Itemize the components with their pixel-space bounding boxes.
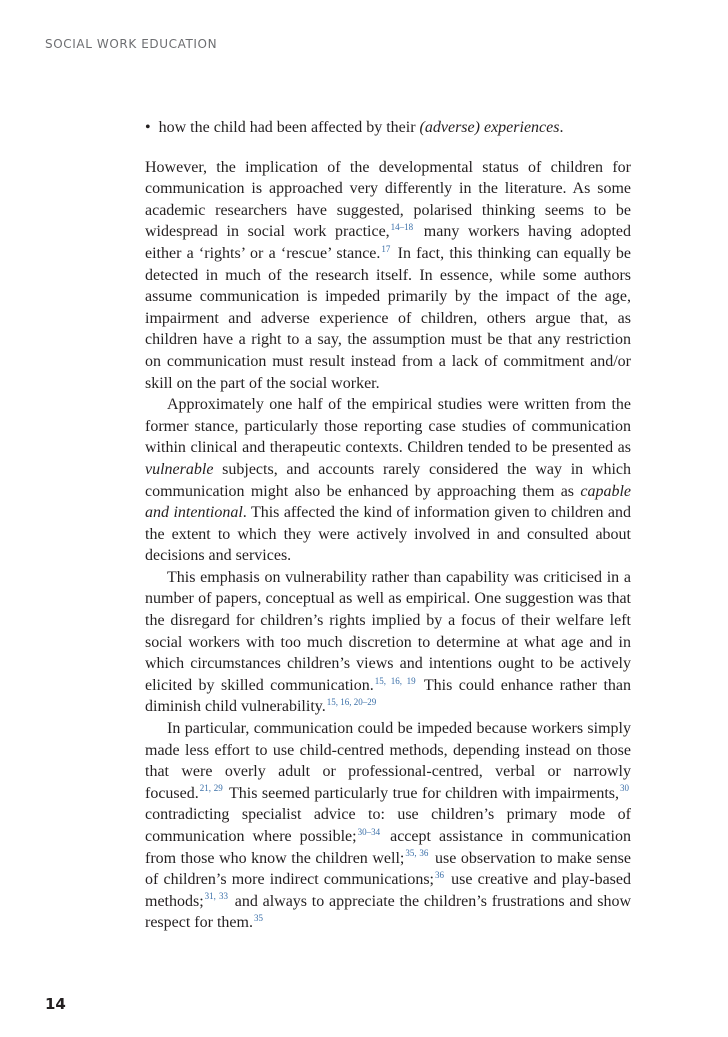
paragraph-1 bbox=[145, 157, 631, 395]
bullet-item bbox=[145, 117, 631, 139]
citation-ref[interactable]: 35, 36 bbox=[405, 848, 429, 859]
paragraph-4-text-6: use creative and play-based methods; bbox=[145, 871, 631, 910]
citation-ref[interactable]: 15, 16, 19 bbox=[374, 675, 416, 686]
citation-ref[interactable]: 15, 16, 20–29 bbox=[326, 697, 377, 708]
paragraph-2-text-2: subjects, and accounts rarely considered the way in which communication might also be enhanced by approaching them as bbox=[145, 460, 631, 500]
citation-ref[interactable]: 31, 33 bbox=[204, 891, 228, 902]
citation-ref[interactable]: 14–18 bbox=[390, 222, 414, 233]
citation-ref[interactable]: 21, 29 bbox=[199, 783, 223, 794]
paragraph-2-italic-2: capable and intentional bbox=[145, 482, 631, 522]
paragraph-1-text-1: However, the implication of the developmental status of children for communication is approached very differently in the literature. As some academic researchers have suggested, polarised thinking seems to be widespread in social work practice, bbox=[145, 158, 631, 241]
citation-ref[interactable]: 30 bbox=[620, 783, 629, 794]
paragraph-4-text-2: This seemed particularly true for children with impairments, bbox=[224, 784, 619, 802]
paragraph-3-text-2: This could enhance rather than diminish child vulnerability. bbox=[145, 676, 632, 716]
paragraph-4-text-4: accept assistance in communication from those who know the children well; bbox=[145, 828, 631, 867]
paragraph-2-italic-1: vulnerable bbox=[145, 460, 214, 478]
paragraph-3 bbox=[145, 567, 631, 718]
paragraph-1-text-2: many workers having adopted either a ‘rights’ or a ‘rescue’ stance. bbox=[145, 223, 631, 262]
citation-ref[interactable]: 30–34 bbox=[357, 826, 381, 837]
paragraph-2 bbox=[145, 394, 631, 567]
paragraph-4-text-1: In particular, communication could be impeded because workers simply made less effort to use child-centred methods, depending instead on those that were overly adult or professional-centred, verbal or narrowly focused. bbox=[145, 720, 631, 802]
bullet-marker: • bbox=[145, 119, 151, 136]
citation-ref[interactable]: 17 bbox=[381, 243, 391, 254]
bullet-text: how the child had been affected by their bbox=[158, 119, 420, 136]
bullet-end: . bbox=[559, 119, 564, 136]
paragraph-3-text-1: This emphasis on vulnerability rather than capability was criticised in a number of papers, conceptual as well as empirical. One suggestion was that the disregard for children’s rights implied by a focus of their welfare left social workers with too much discretion to determine at what age and in which circumstances children’s views and intentions ought to be actively elicited by skilled communication. bbox=[145, 568, 631, 694]
paragraph-4-text-5: use observation to make sense of children’s more indirect communications; bbox=[145, 849, 632, 889]
page-number: 14 bbox=[45, 995, 66, 1013]
paragraph-4-text-3: contradicting specialist advice to: use children’s primary mode of communication where possible; bbox=[145, 806, 631, 845]
paragraph-4-text-7: and always to appreciate the children’s frustrations and show respect for them. bbox=[145, 892, 632, 932]
paragraph-4 bbox=[145, 718, 631, 934]
paragraph-1-text-3: In fact, this thinking can equally be detected in much of the research itself. In essence, while some authors assume communication is impeded primarily by the impact of the age, impairment and adverse experience of children, others argue that, as children have a right to a say, the assumption must be that any restriction on communication must result instead from a lack of commitment and/or skill on the part of the social worker. bbox=[145, 244, 632, 392]
paragraph-2-text-3: . This affected the kind of information given to children and the extent to which they were actively involved in and consulted about decisions and services. bbox=[145, 504, 632, 565]
bullet-italic: (adverse) experiences bbox=[419, 119, 560, 136]
body-text bbox=[145, 117, 631, 934]
running-head: SOCIAL WORK EDUCATION bbox=[45, 37, 218, 51]
citation-ref[interactable]: 35 bbox=[253, 913, 263, 924]
citation-ref[interactable]: 36 bbox=[435, 869, 444, 880]
paragraph-2-text-1: Approximately one half of the empirical studies were written from the former stance, particularly those reporting case studies of communication within clinical and therapeutic contexts. Children tended to be presented as bbox=[145, 396, 631, 457]
